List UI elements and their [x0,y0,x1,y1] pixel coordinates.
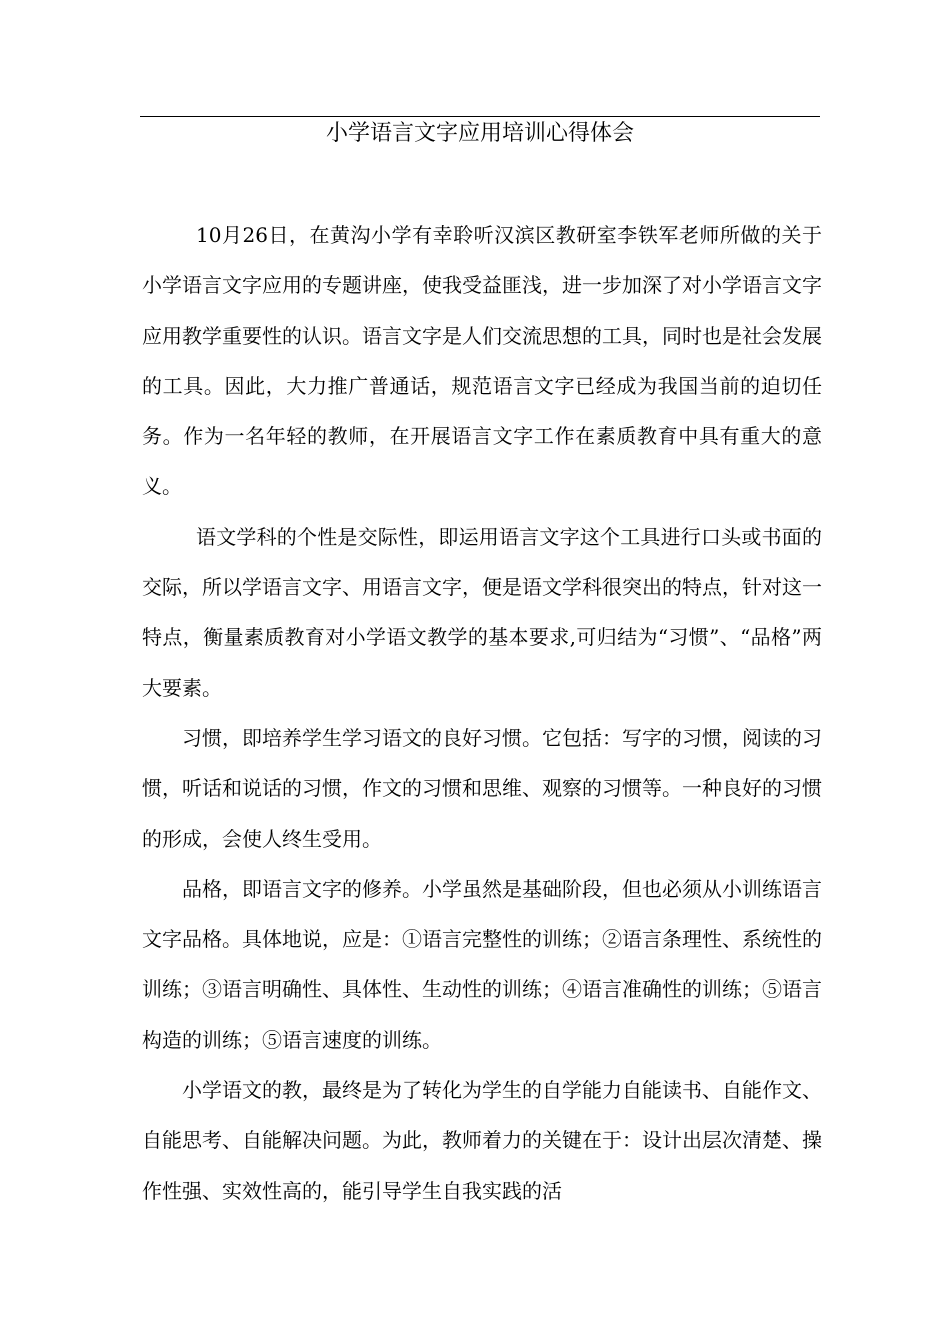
paragraph-3: 习惯，即培养学生学习语文的良好习惯。它包括：写字的习惯，阅读的习惯，听话和说话的习惯，作文的习惯和思维、观察的习惯等。一种良好的习惯的形成，会使人终生受用。 [142,725,822,851]
document-body [142,210,822,1216]
header-rule [140,116,820,117]
paragraph-1: 10月26日，在黄沟小学有幸聆听汉滨区教研室李铁军老师所做的关于小学语言文字应用的专题讲座，使我受益匪浅，进一步加深了对小学语言文字应用教学重要性的认识。语言文字是人们交流思想的工具，同时也是社会发展的工具。因此，大力推广普通话，规范语言文字已经成为我国当前的迫切任务。作为一名年轻的教师，在开展语言文字工作在素质教育中具有重大的意义。 [142,223,822,499]
page-title: 小学语言文字应用培训心得体会 [325,121,634,146]
paragraph-4: 品格，即语言文字的修养。小学虽然是基础阶段，但也必须从小训练语言文字品格。具体地说，应是：①语言完整性的训练；②语言条理性、系统性的训练；③语言明确性、具体性、生动性的训练；④语言准确性的训练；⑤语言构造的训练；⑤语言速度的训练。 [142,876,822,1052]
paragraph-5: 小学语文的教，最终是为了转化为学生的自学能力自能读书、自能作文、自能思考、自能解决问题。为此，教师着力的关键在于：设计出层次清楚、操作性强、实效性高的，能引导学生自我实践的活 [142,1078,822,1203]
paragraph-2: 语文学科的个性是交际性，即运用语言文字这个工具进行口头或书面的交际，所以学语言文字、用语言文字，便是语文学科很突出的特点，针对这一特点，衡量素质教育对小学语文教学的基本要求,可归结为“习惯”、“品格”两大要素。 [142,524,822,700]
